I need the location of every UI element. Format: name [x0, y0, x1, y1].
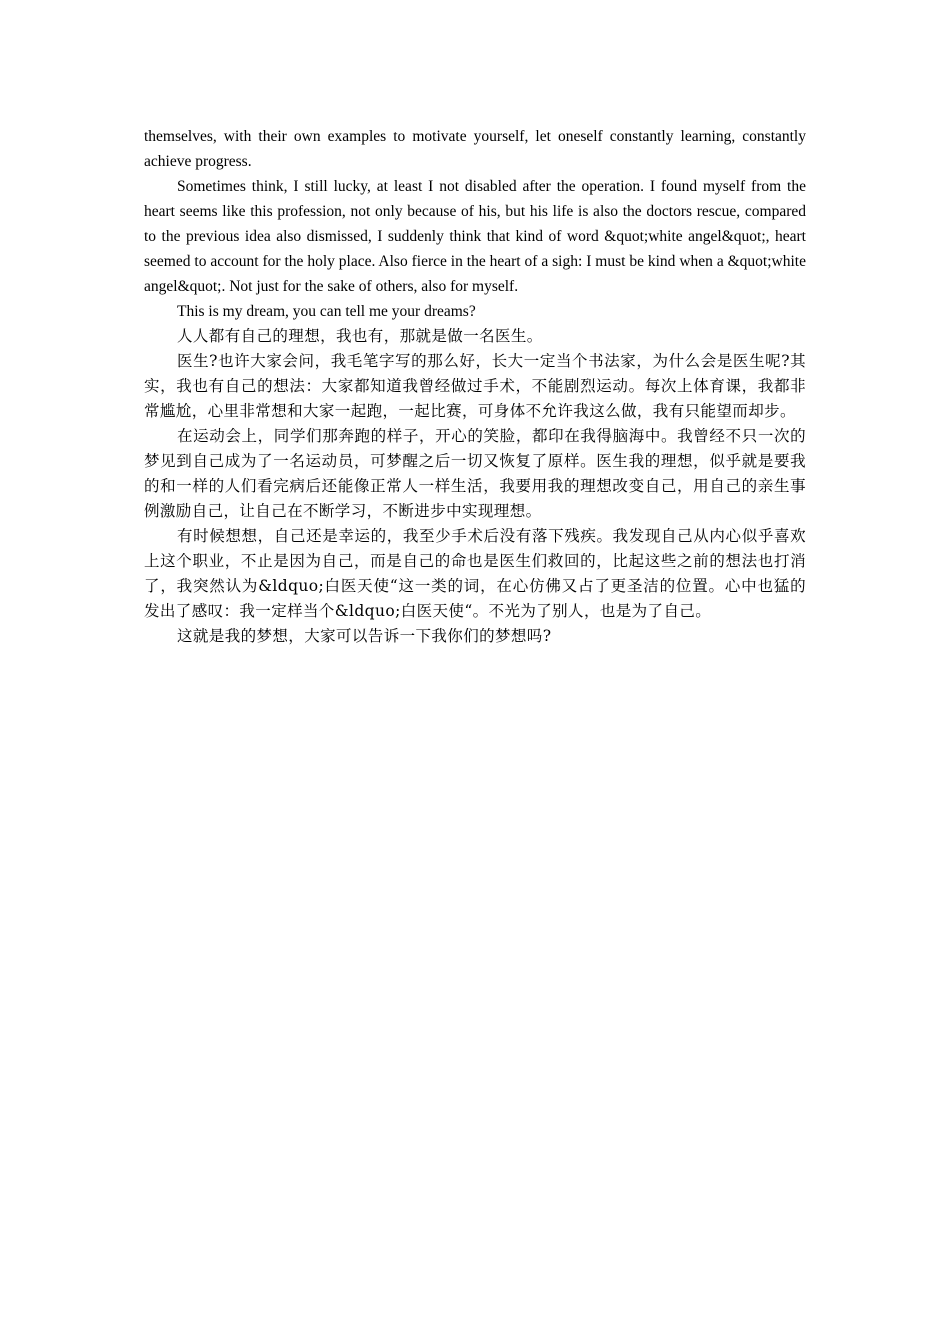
paragraph-4: 人人都有自己的理想，我也有，那就是做一名医生。: [177, 327, 543, 345]
paragraph-1: themselves, with their own examples to motivate yourself, let oneself constantly learning, constantly achieve progress.: [144, 128, 806, 170]
paragraph-3: This is my dream, you can tell me your dreams?: [177, 303, 476, 320]
document-body: [144, 124, 806, 649]
paragraph-6: 在运动会上，同学们那奔跑的样子，开心的笑脸，都印在我得脑海中。我曾经不只一次的梦见到自己成为了一名运动员，可梦醒之后一切又恢复了原样。医生我的理想，似乎就是要我的和一样的人们看完病后还能像正常人一样生活，我要用我的理想改变自己，用自己的亲生事例激励自己，让自己在不断学习，不断进步中实现理想。: [144, 427, 806, 520]
paragraph-8: 这就是我的梦想，大家可以告诉一下我你们的梦想吗?: [177, 627, 552, 645]
paragraph-5: 医生?也许大家会问，我毛笔字写的那么好，长大一定当个书法家，为什么会是医生呢?其实，我也有自己的想法：大家都知道我曾经做过手术，不能剧烈运动。每次上体育课，我都非常尴尬，心里非常想和大家一起跑，一起比赛，可身体不允许我这么做，我有只能望而却步。: [144, 352, 806, 420]
paragraph-7: 有时候想想，自己还是幸运的，我至少手术后没有落下残疾。我发现自己从内心似乎喜欢上这个职业，不止是因为自己，而是自己的命也是医生们救回的，比起这些之前的想法也打消了，我突然认为&ldquo;白医天使“这一类的词，在心仿佛又占了更圣洁的位置。心中也猛的发出了感叹：我一定样当个&ldquo;白医天使“。不光为了别人，也是为了自己。: [144, 527, 806, 620]
paragraph-2: Sometimes think, I still lucky, at least I not disabled after the operation. I found myself from the heart seems like this profession, not only because of his, but his life is also the doctors rescue, compared to the previous idea also dismissed, I suddenly think that kind of word &quot;white angel&quot;, heart seemed to account for the holy place. Also fierce in the heart of a sigh: I must be kind when a &quot;white angel&quot;. Not just for the sake of others, also for myself.: [144, 178, 806, 295]
